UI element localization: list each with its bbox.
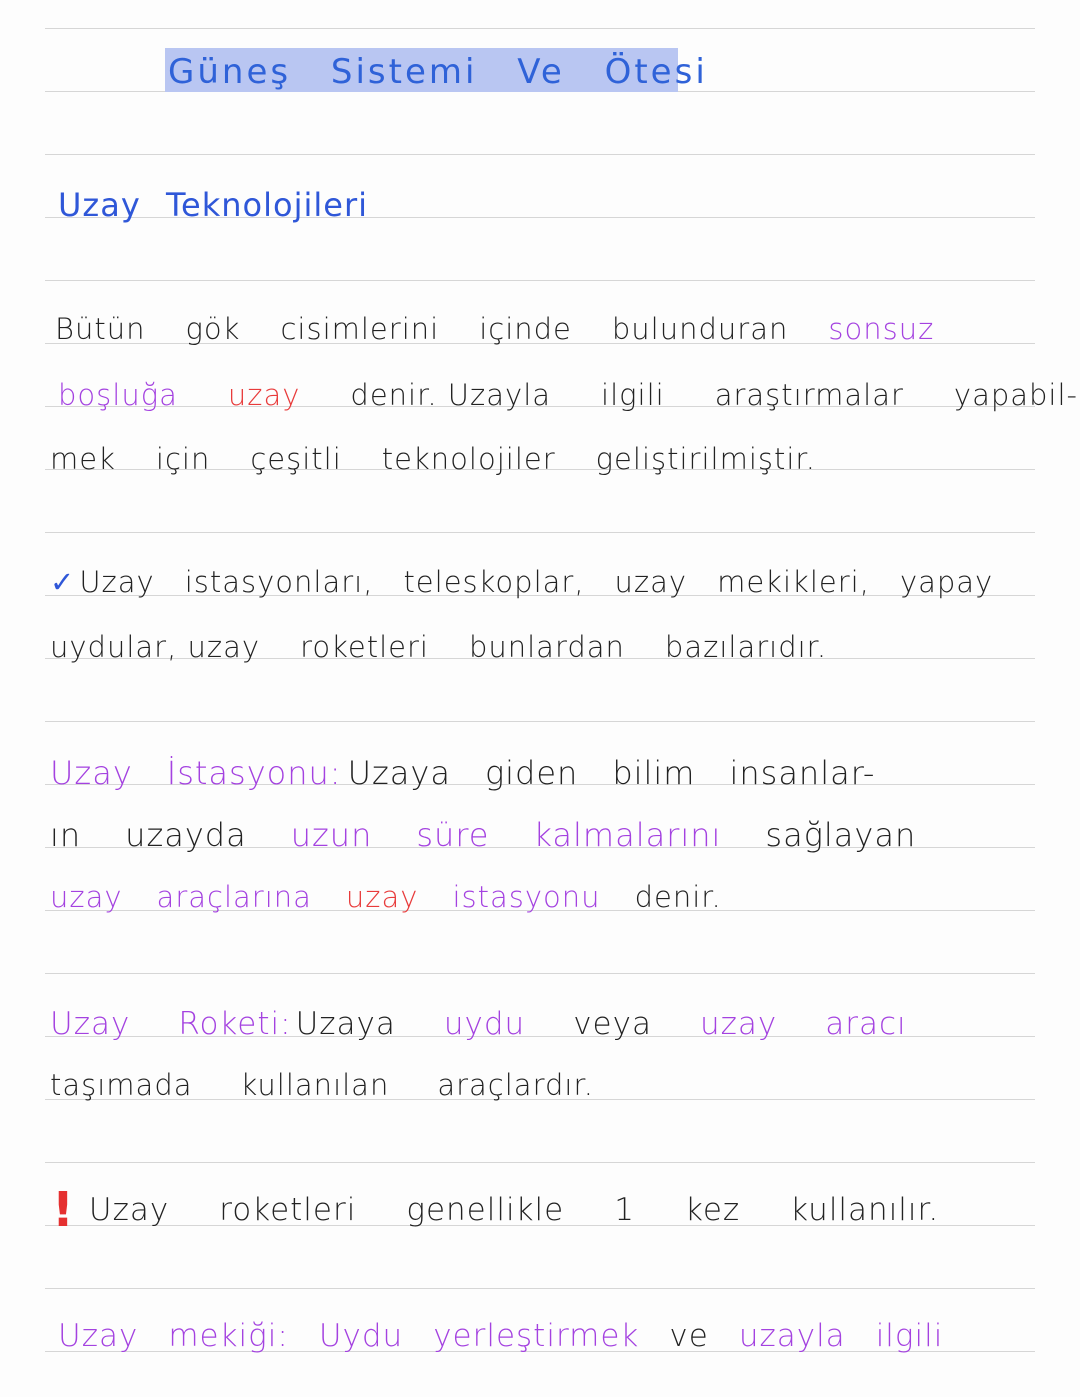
- word: uzayla: [738, 1318, 846, 1354]
- word: boşluğa: [58, 378, 178, 412]
- ruled-line: [45, 1288, 1035, 1289]
- word: bulunduran: [611, 312, 789, 346]
- word: taşımada: [50, 1068, 193, 1102]
- word: Uzaya: [295, 1006, 396, 1042]
- ruled-line: [45, 973, 1035, 974]
- word: sonsuz: [828, 312, 935, 346]
- word: uzay: [227, 378, 301, 412]
- word: roketleri: [219, 1192, 357, 1228]
- word: Uydu: [318, 1318, 404, 1354]
- word: için: [155, 442, 211, 476]
- word: uydular, uzay: [50, 630, 261, 664]
- paragraph-6-line-1: [58, 1318, 943, 1354]
- word: Uzay: [50, 754, 133, 792]
- word: Uzaya: [347, 754, 451, 792]
- word: araştırmalar: [714, 378, 904, 412]
- word: 1: [614, 1192, 635, 1228]
- paragraph-5-line-1: [52, 1182, 939, 1238]
- ruled-line: [45, 154, 1035, 155]
- word: ın: [50, 816, 82, 854]
- word: genellikle: [406, 1192, 565, 1228]
- word: ve: [669, 1318, 709, 1354]
- word: geliştirilmiştir.: [595, 442, 816, 476]
- word: yerleştirmek: [433, 1318, 640, 1354]
- word: teknolojiler: [381, 442, 556, 476]
- checkmark-icon: ✓: [50, 565, 76, 599]
- word: kalmalarını: [533, 816, 722, 854]
- word: çeşitli: [250, 442, 342, 476]
- section-heading: Uzay Teknolojileri: [58, 186, 368, 224]
- word: uzayda: [125, 816, 247, 854]
- paragraph-1-line-1: [55, 312, 934, 346]
- word: denir. Uzayla: [350, 378, 552, 412]
- word: uzay: [50, 880, 123, 914]
- word: yapay: [899, 565, 994, 599]
- word: Bütün: [55, 312, 146, 346]
- page-title: Güneş Sistemi Ve Ötesi: [168, 52, 708, 92]
- word: Uzay: [50, 1006, 131, 1042]
- word: giden: [484, 754, 579, 792]
- word: Roketi:: [178, 1006, 292, 1042]
- word: kez: [684, 1192, 741, 1228]
- word: İstasyonu:: [166, 754, 342, 792]
- word: insanlar-: [729, 754, 876, 792]
- ruled-line: [45, 1162, 1035, 1163]
- word: bunlardan: [468, 630, 625, 664]
- word: cisimlerini: [280, 312, 440, 346]
- word: Uzay: [88, 1192, 170, 1228]
- word: ilgili: [875, 1318, 944, 1354]
- word: mekikleri,: [717, 565, 870, 599]
- word: aracı: [825, 1006, 907, 1042]
- word: uzun: [290, 816, 373, 854]
- word: mek: [50, 442, 116, 476]
- paragraph-3-line-3: [50, 880, 722, 914]
- paragraph-1-line-3: [50, 442, 816, 476]
- word: veya: [573, 1006, 652, 1042]
- word: Uzay: [79, 565, 155, 599]
- word: uzay: [614, 565, 688, 599]
- paragraph-3-line-2: [50, 816, 916, 854]
- paragraph-1-line-2: [58, 378, 1078, 412]
- word: gök: [185, 312, 241, 346]
- paragraph-4-line-2: [50, 1068, 594, 1102]
- ruled-line: [45, 280, 1035, 281]
- word: istasyonu: [452, 880, 601, 914]
- word: kullanılır.: [790, 1192, 940, 1228]
- word: Uzay: [58, 1318, 139, 1354]
- word: bazılarıdır.: [664, 630, 828, 664]
- word: istasyonları,: [184, 565, 374, 599]
- word: içinde: [479, 312, 572, 346]
- paragraph-3-line-1: [50, 754, 875, 792]
- word: denir.: [634, 880, 722, 914]
- paragraph-2-line-2: [50, 630, 827, 664]
- word: yapabil-: [953, 378, 1079, 412]
- exclamation-icon: !: [52, 1182, 75, 1238]
- word: uzay: [699, 1006, 778, 1042]
- paragraph-4-line-1: [50, 1006, 907, 1042]
- paragraph-2-line-1: [50, 565, 993, 599]
- word: bilim: [612, 754, 696, 792]
- word: uydu: [443, 1006, 526, 1042]
- word: sağlayan: [765, 816, 917, 854]
- ruled-line: [45, 28, 1035, 29]
- word: süre: [416, 816, 490, 854]
- word: kullanılan: [240, 1068, 390, 1102]
- word: araçlardır.: [437, 1068, 594, 1102]
- word: araçlarına: [156, 880, 312, 914]
- word: mekiği:: [168, 1318, 289, 1354]
- ruled-line: [45, 532, 1035, 533]
- word: uzay: [345, 880, 419, 914]
- ruled-line: [45, 721, 1035, 722]
- word: ilgili: [601, 378, 665, 412]
- word: roketleri: [300, 630, 429, 664]
- word: teleskoplar,: [403, 565, 585, 599]
